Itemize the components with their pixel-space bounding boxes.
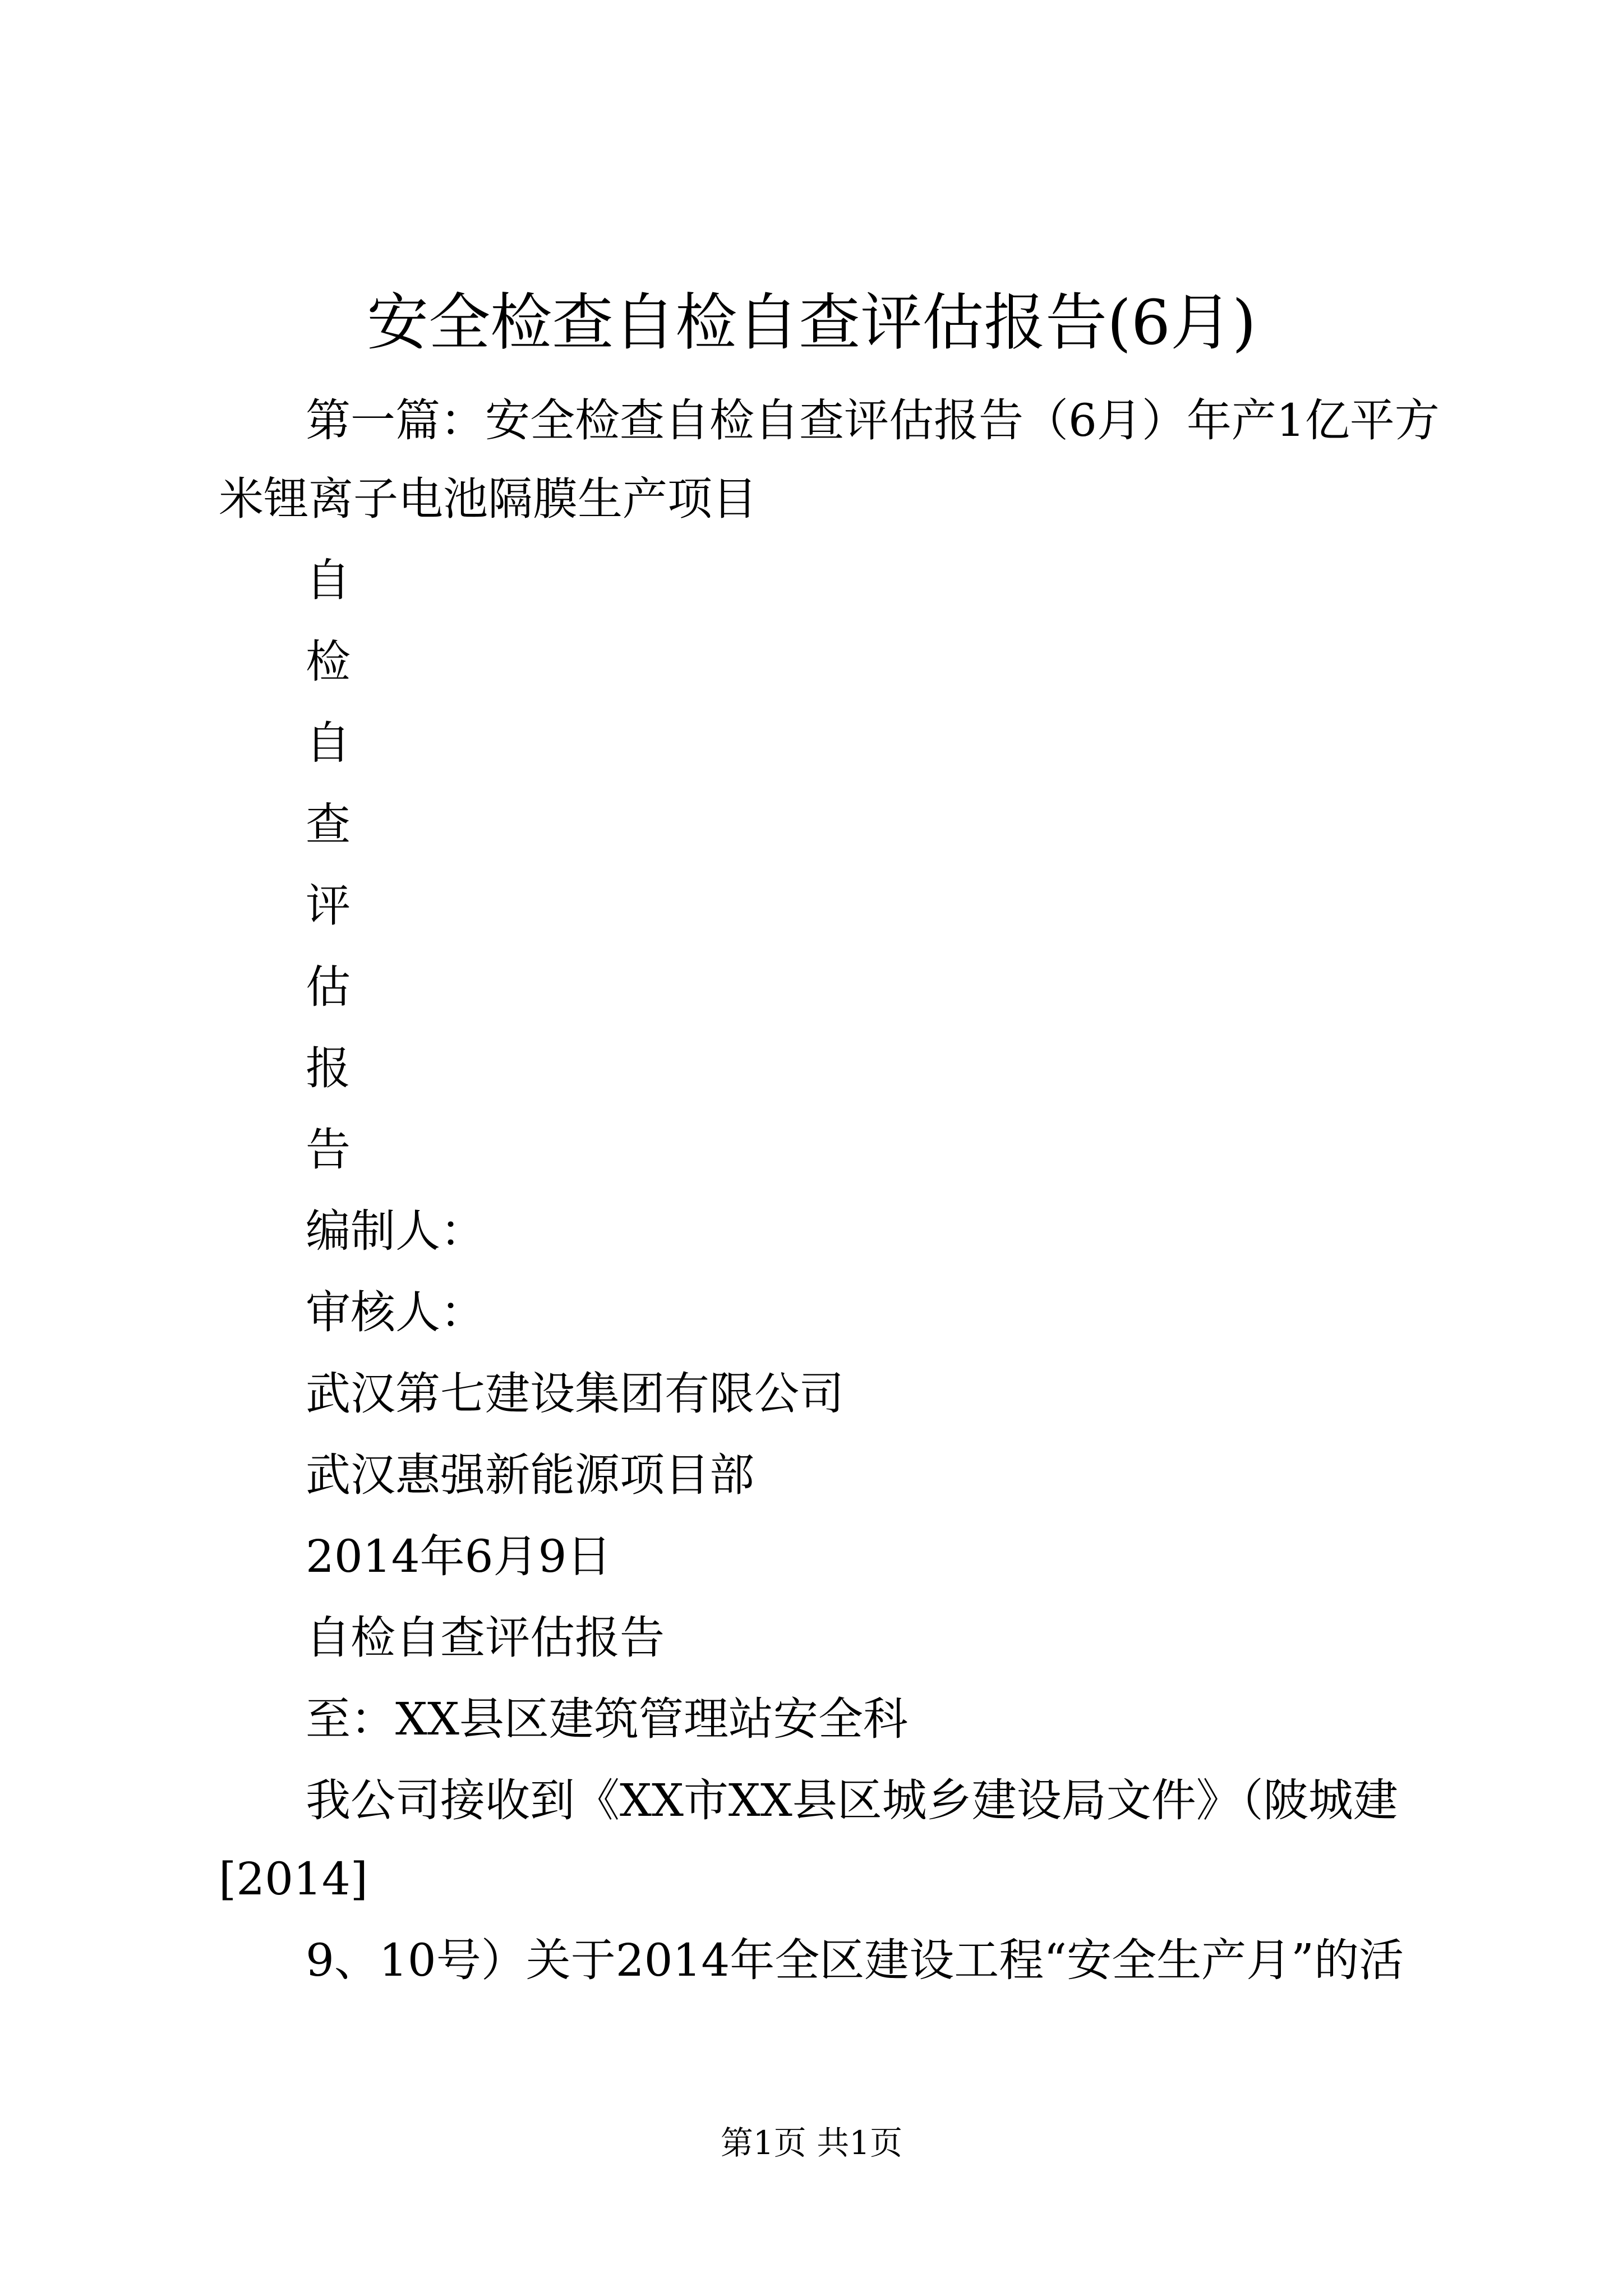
vertical-char-8: 告 (306, 1124, 351, 1176)
body-line-1: 我公司接收到《XX市XX县区城乡建设局文件》（陂城建 (306, 1774, 1398, 1826)
recipient-line: 至：XX县区建筑管理站安全科 (306, 1693, 908, 1745)
page-footer: 第1页 共1页 (720, 2124, 903, 2162)
section-heading: 自检自查评估报告 (306, 1612, 665, 1664)
project-department: 武汉惠强新能源项目部 (306, 1449, 754, 1501)
vertical-char-5: 评 (306, 880, 351, 932)
document-title: 安全检查自检自查评估报告(6月) (367, 287, 1256, 358)
vertical-char-3: 自 (306, 717, 351, 769)
reviewer-line: 审核人： (306, 1286, 485, 1338)
body-line-3: 9、10号）关于2014年全区建设工程“安全生产月”的活 (306, 1934, 1404, 1986)
vertical-char-7: 报 (306, 1042, 351, 1094)
paragraph-line-2: 米锂离子电池隔膜生产项目 (219, 473, 757, 525)
vertical-char-6: 估 (306, 961, 351, 1013)
vertical-char-1: 自 (306, 554, 351, 606)
body-line-2: [2014] (219, 1853, 368, 1905)
compiler-line: 编制人： (306, 1205, 485, 1257)
vertical-char-2: 检 (306, 636, 351, 688)
paragraph-line-1: 第一篇：安全检查自检自查评估报告（6月）年产1亿平方 (306, 394, 1440, 447)
company-name: 武汉第七建设集团有限公司 (306, 1368, 844, 1420)
report-date: 2014年6月9日 (306, 1530, 612, 1582)
vertical-char-4: 查 (306, 798, 351, 850)
